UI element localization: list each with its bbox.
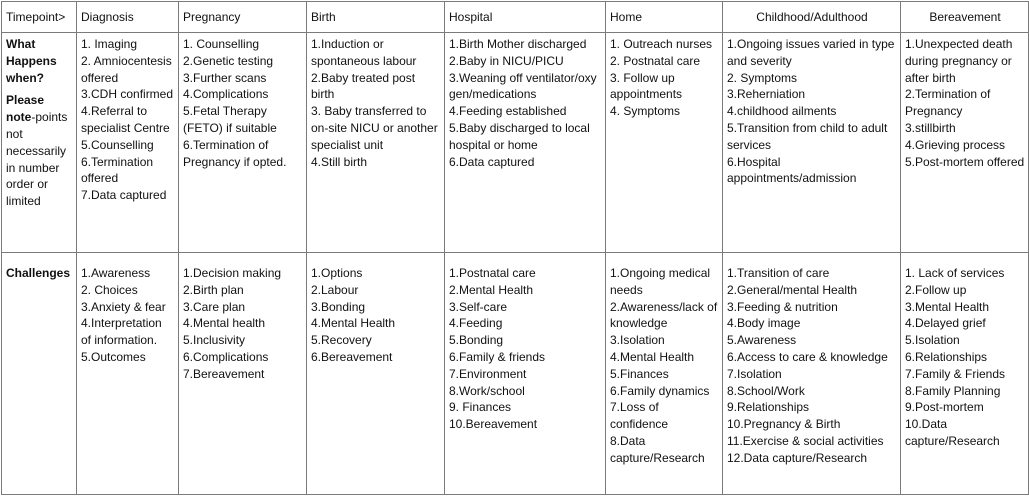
list-item: 6.Bereavement: [311, 349, 393, 364]
list-item: 6.Relationships: [905, 349, 988, 364]
list-item: 7.Loss of confidence: [610, 400, 669, 432]
list-item: 4.Complications: [183, 87, 269, 102]
list-item: 7.Environment: [449, 366, 527, 381]
list-item: 4.Body image: [727, 316, 801, 331]
list-item: 2.Awareness/lack of knowledge: [610, 299, 718, 331]
list-item: 7.Isolation: [727, 366, 782, 381]
challenges-home-cell: [606, 253, 723, 495]
list-item: 6.Data captured: [449, 154, 535, 169]
list-item: 5.Outcomes: [81, 349, 146, 364]
what-childhood-adulthood-cell: [723, 33, 901, 253]
list-item: 7.Family & Friends: [905, 366, 1006, 381]
list-item: 2.Mental Health: [449, 282, 534, 297]
list-item: 5.Finances: [610, 366, 669, 381]
list-item: 3.Mental Health: [905, 299, 990, 314]
header-row: [2, 2, 1029, 33]
list-item: 3.Bonding: [311, 299, 366, 314]
list-item: 4.Grieving process: [905, 137, 1006, 152]
list-item: 9.Post-mortem: [905, 400, 984, 415]
care-pathway-table: [1, 1, 1029, 495]
list-item: 3.Self-care: [449, 299, 508, 314]
challenges-pregnancy-cell: [179, 253, 307, 495]
list-item: 1.Awareness: [81, 266, 151, 280]
list-item: 10.Bereavement: [449, 417, 538, 432]
list-item: 5.Counselling: [81, 137, 154, 152]
list-item: 1.Induction or spontaneous labour: [311, 37, 417, 68]
list-item: 3.Further scans: [183, 70, 267, 85]
list-item: 2. Amniocentesis offered: [81, 53, 172, 85]
list-item: 4.Delayed grief: [905, 316, 986, 331]
list-item: 4.Still birth: [311, 154, 368, 169]
list-item: 5.Awareness: [727, 333, 797, 348]
list-item: 12.Data capture/Research: [727, 450, 868, 465]
list-item: 2. Choices: [81, 282, 138, 297]
what-home-cell: [606, 33, 723, 253]
list-item: 1.Postnatal care: [449, 266, 536, 280]
list-item: 1. Outreach nurses: [610, 37, 713, 51]
list-item: 3.stillbirth: [905, 120, 956, 135]
list-item: 1.Decision making: [183, 266, 282, 280]
list-item: 2.Follow up: [905, 282, 967, 297]
challenges-diagnosis-cell: [77, 253, 179, 495]
list-item: 2.Termination of Pregnancy: [905, 87, 991, 119]
list-item: 6.Hospital appointments/admission: [727, 154, 857, 186]
challenges-childhood-adulthood-cell: [723, 253, 901, 495]
what-diagnosis-cell: [77, 33, 179, 253]
list-item: 10.Data capture/Research: [905, 417, 1000, 448]
list-item: 6.Family & friends: [449, 349, 546, 364]
list-item: 4.Mental Health: [311, 316, 396, 331]
what-birth-cell: [307, 33, 445, 253]
list-item: 4.Feeding established: [449, 104, 567, 119]
list-item: 5.Bonding: [449, 333, 504, 348]
what-happens-label-cell: [2, 33, 77, 253]
list-item: 5.Post-mortem offered: [905, 154, 1025, 169]
list-item: 3. Follow up appointments: [610, 70, 683, 102]
what-happens-row: [2, 33, 1029, 253]
list-item: 6.Access to care & knowledge: [727, 349, 888, 364]
list-item: 10.Pregnancy & Birth: [727, 417, 841, 432]
list-item: 6.Termination of Pregnancy if opted.: [183, 137, 287, 169]
list-item: 5.Fetal Therapy (FETO) if suitable: [183, 104, 277, 135]
list-item: 1.Options: [311, 266, 363, 280]
column-header-birth: Birth: [307, 2, 445, 33]
list-item: 1.Ongoing issues varied in type and severity: [727, 37, 895, 68]
challenges-label: Challenges: [6, 266, 71, 280]
challenges-bereavement-cell: [901, 253, 1029, 495]
list-item: 3.CDH confirmed: [81, 87, 174, 102]
list-item: 4.Mental health: [183, 316, 266, 331]
list-item: 2.General/mental Health: [727, 282, 858, 297]
what-pregnancy-cell: [179, 33, 307, 253]
challenges-row: [2, 253, 1029, 495]
challenges-label-cell: [2, 253, 77, 495]
list-item: 8.Work/school: [449, 383, 525, 398]
list-item: 3.Anxiety & fear: [81, 299, 166, 314]
list-item: 2.Labour: [311, 282, 359, 297]
list-item: 5.Transition from child to adult services: [727, 120, 888, 152]
list-item: 1.Unexpected death during pregnancy or after birth: [905, 37, 1013, 85]
list-item: 4.Mental Health: [610, 349, 695, 364]
list-item: 6.Family dynamics: [610, 383, 710, 398]
list-item: 2.Genetic testing: [183, 53, 274, 68]
list-item: 4. Symptoms: [610, 104, 681, 119]
list-item: 4.Feeding: [449, 316, 503, 331]
challenges-hospital-cell: [445, 253, 606, 495]
list-item: 6.Termination offered: [81, 154, 154, 186]
list-item: 2. Postnatal care: [610, 53, 701, 68]
list-item: 4.Interpretation of information.: [81, 316, 162, 348]
please-note-text: -points not necessarily in number order or limited: [6, 110, 68, 209]
list-item: 4.Referral to specialist Centre: [81, 104, 170, 135]
list-item: 9. Finances: [449, 400, 512, 415]
timepoint-header: Timepoint>: [2, 2, 77, 33]
list-item: 8.School/Work: [727, 383, 805, 398]
challenges-birth-cell: [307, 253, 445, 495]
list-item: 1.Birth Mother discharged: [449, 37, 587, 51]
list-item: 5.Isolation: [905, 333, 960, 348]
list-item: 2.Birth plan: [183, 282, 244, 297]
column-header-pregnancy: Pregnancy: [179, 2, 307, 33]
list-item: 3.Weaning off ventilator/oxygen/medications: [449, 70, 597, 102]
list-item: 3. Baby transferred to on-site NICU or another specialist unit: [311, 104, 438, 152]
please-note-label: [6, 92, 73, 210]
list-item: 11.Exercise & social activities: [727, 433, 884, 448]
list-item: 2.Baby in NICU/PICU: [449, 53, 564, 68]
list-item: 1.Ongoing medical needs: [610, 266, 711, 297]
column-header-hospital: Hospital: [445, 2, 606, 33]
column-header-bereavement: Bereavement: [901, 2, 1029, 33]
list-item: 7.Data captured: [81, 188, 167, 203]
what-happens-label: What Happens when?: [6, 37, 57, 85]
list-item: 3.Reherniation: [727, 87, 806, 102]
list-item: 5.Baby discharged to local hospital or home: [449, 120, 590, 152]
list-item: 4.childhood ailments: [727, 104, 837, 119]
column-header-diagnosis: Diagnosis: [77, 2, 179, 33]
list-item: 1.Transition of care: [727, 266, 830, 280]
list-item: 1. Counselling: [183, 37, 260, 51]
list-item: 1. Lack of services: [905, 266, 1005, 280]
what-hospital-cell: [445, 33, 606, 253]
please-note-bold: Please note: [6, 93, 45, 125]
list-item: 2. Symptoms: [727, 70, 798, 85]
list-item: 3.Care plan: [183, 299, 246, 314]
column-header-childhood-adulthood: Childhood/Adulthood: [723, 2, 901, 33]
list-item: 7.Bereavement: [183, 366, 265, 381]
list-item: 3.Feeding & nutrition: [727, 299, 838, 314]
list-item: 5.Recovery: [311, 333, 372, 348]
list-item: 5.Inclusivity: [183, 333, 246, 348]
list-item: 8.Data capture/Research: [610, 433, 705, 465]
list-item: 6.Complications: [183, 349, 269, 364]
list-item: 1. Imaging: [81, 37, 138, 51]
list-item: 8.Family Planning: [905, 383, 1001, 398]
list-item: 2.Baby treated post birth: [311, 70, 416, 102]
column-header-home: Home: [606, 2, 723, 33]
what-bereavement-cell: [901, 33, 1029, 253]
list-item: 3.Isolation: [610, 333, 665, 348]
list-item: 9.Relationships: [727, 400, 810, 415]
